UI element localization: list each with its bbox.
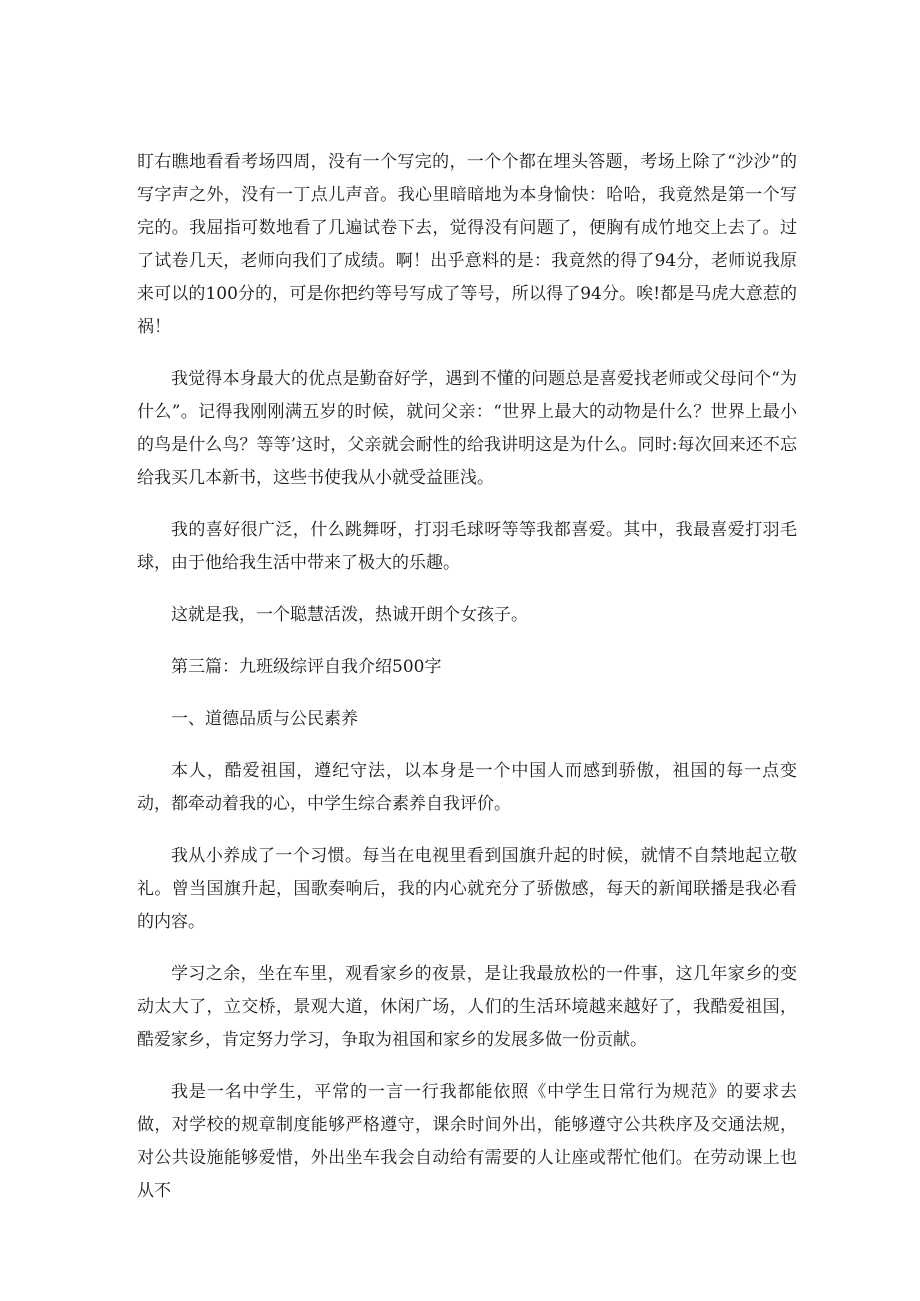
paragraph-patriotism: 本人，酷爱祖国，遵纪守法，以本身是一个中国人而感到骄傲，祖国的每一点变动，都牵动着我的心，中学生综合素养自我评价。: [137, 761, 797, 814]
paragraph-strengths: 我觉得本身最大的优点是勤奋好学，遇到不懂的问题总是喜爱找老师或父母问个“为什么”。记得我刚刚满五岁的时候，就问父亲：“世界上最大的动物是什么？世界上最小的鸟是什么鸟？等等’这时，父亲就会耐性的给我讲明这是为什么。同时:每次回来还不忘给我买几本新书，这些书使我从小就受益匪浅。: [137, 369, 797, 488]
section-heading-part-three: 第三篇：九班级综评自我介绍500字: [171, 657, 442, 677]
paragraph-flag-habit: 我从小养成了一个习惯。每当在电视里看到国旗升起的时候，就情不自禁地起立敬礼。曾当国旗升起，国歌奏响后，我的内心就充分了骄傲感，每天的新闻联播是我必看的内容。: [137, 846, 797, 932]
paragraph-summary: 这就是我，一个聪慧活泼，热诚开朗个女孩子。: [171, 605, 528, 625]
paragraph-conduct: 我是一名中学生，平常的一言一行我都能依照《中学生日常行为规范》的要求去做，对学校的规章制度能够严格遵守，课余时间外出，能够遵守公共秩序及交通法规，对公共设施能够爱惜，外出坐车我会自动给有需要的人让座或帮忙他们。在劳动课上也从不: [137, 1082, 797, 1201]
paragraph-hometown: 学习之余，坐在车里，观看家乡的夜景，是让我最放松的一件事，这几年家乡的变动太大了，立交桥，景观大道，休闲广场，人们的生活环境越来越好了，我酷爱祖国，酷爱家乡，肯定努力学习，争取为祖国和家乡的发展多做一份贡献。: [137, 964, 797, 1050]
document-page: [137, 146, 797, 1227]
subheading-morality: 一、道德品质与公民素养: [171, 709, 358, 729]
paragraph-exam-story: 盯右瞧地看看考场四周，没有一个写完的，一个个都在埋头答题，考场上除了“沙沙”的写字声之外，没有一丁点儿声音。我心里暗暗地为本身愉快：哈哈，我竟然是第一个写完的。我屈指可数地看了几遍试卷下去，觉得没有问题了，便胸有成竹地交上去了。过了试卷几天，老师向我们了成绩。啊！出乎意料的是：我竟然的得了94分，老师说我原来可以的100分的，可是你把约等号写成了等号，所以得了94分。唉!都是马虎大意惹的祸！: [137, 152, 797, 337]
paragraph-hobbies: 我的喜好很广泛，什么跳舞呀，打羽毛球呀等等我都喜爱。其中，我最喜爱打羽毛球，由于他给我生活中带来了极大的乐趣。: [137, 520, 797, 573]
